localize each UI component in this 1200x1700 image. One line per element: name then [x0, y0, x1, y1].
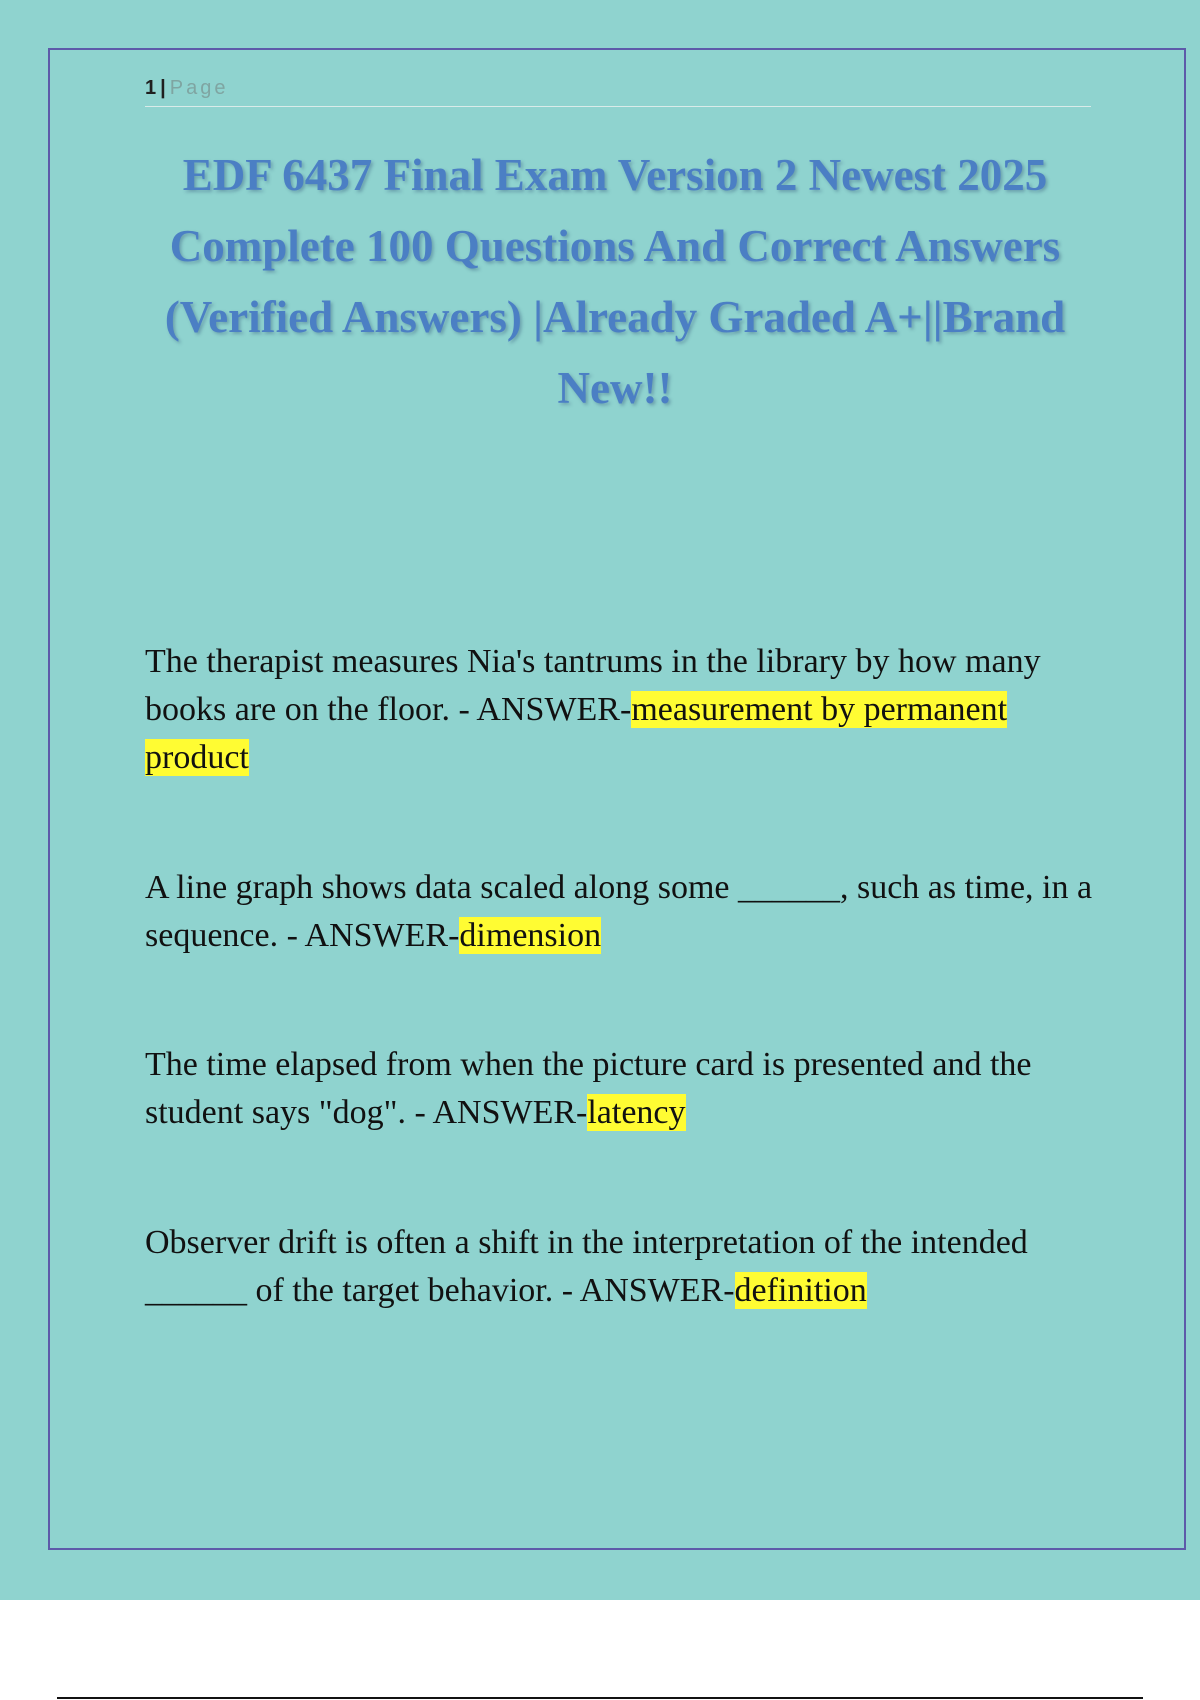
qa-item: [145, 864, 1105, 960]
page-number: 1: [145, 77, 157, 99]
answer-highlight: definition: [734, 1272, 867, 1309]
page-header: [145, 72, 1091, 107]
question-text: The time elapsed from when the picture card is presented and the student says "dog". - ANSWER-: [145, 1046, 1032, 1131]
answer-highlight: measurement by permanent product: [145, 691, 1008, 776]
answer-highlight: dimension: [459, 917, 602, 954]
next-page-rule: [57, 1697, 1143, 1699]
answer-highlight: latency: [587, 1094, 686, 1131]
question-text: The therapist measures Nia's tantrums in the library by how many books are on the floor. - ANSWER-: [145, 643, 1041, 728]
page-separator: |: [160, 77, 166, 99]
qa-item: [145, 1219, 1105, 1315]
qa-item: [145, 1041, 1105, 1137]
document-title: EDF 6437 Final Exam Version 2 Newest 2025 Complete 100 Questions And Correct Answers (Verified Answers) |Already Graded A+||Brand New!!: [164, 150, 1066, 413]
question-text: A line graph shows data scaled along some ______, such as time, in a sequence. - ANSWER-: [145, 869, 1093, 954]
question-text: Observer drift is often a shift in the interpretation of the intended ______ of the target behavior. - ANSWER-: [145, 1224, 1028, 1309]
qa-item: [145, 638, 1105, 782]
page-label: Page: [169, 77, 229, 99]
